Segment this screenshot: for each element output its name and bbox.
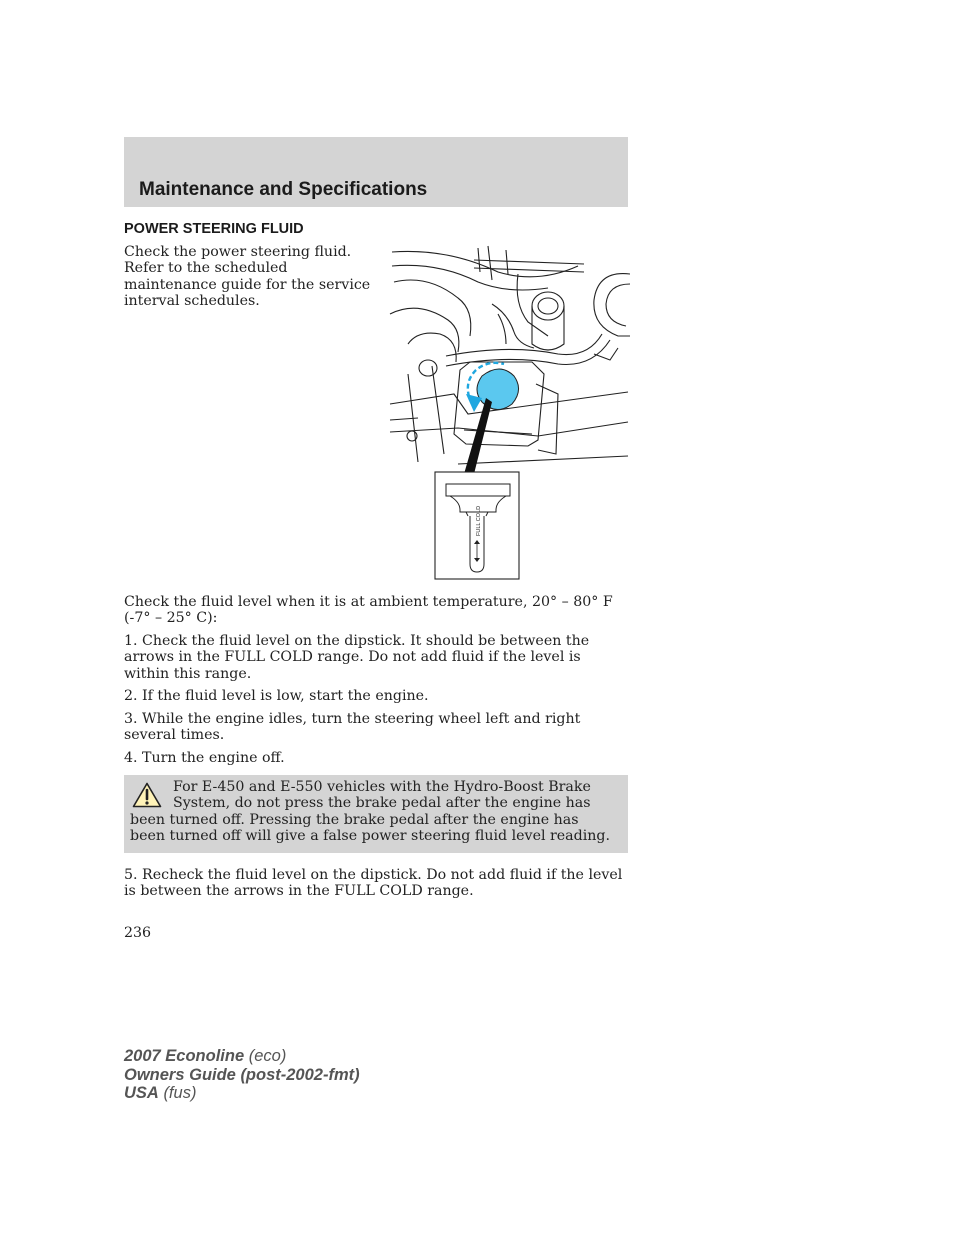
footer-market-code: (fus): [163, 1084, 197, 1102]
footer-model: 2007 Econoline: [124, 1047, 245, 1065]
section-heading: POWER STEERING FLUID: [124, 221, 304, 237]
section-header-band: [124, 137, 628, 207]
step-1: 1. Check the fluid level on the dipstick. It should be between the arrows in the FULL COLD range. Do not add fluid if the level is within this range.: [124, 633, 590, 682]
temperature-paragraph: Check the fluid level when it is at ambient temperature, 20° – 80° F (-7° – 25° C):: [124, 594, 613, 627]
footer-market: USA: [124, 1084, 159, 1102]
power-steering-reservoir-illustration: [388, 244, 630, 584]
warning-box: [124, 775, 628, 853]
document-footer: [124, 1047, 360, 1103]
dipstick-full-cold-label: FULL COLD: [476, 505, 482, 536]
reservoir-cap: [477, 369, 519, 410]
step-4: 4. Turn the engine off.: [124, 750, 285, 766]
page-title: Maintenance and Specifications: [139, 179, 428, 200]
footer-model-code: (eco): [248, 1047, 287, 1065]
step-5: 5. Recheck the fluid level on the dipstick. Do not add fluid if the level is between the arrows in the FULL COLD range.: [124, 867, 623, 900]
intro-paragraph: Check the power steering fluid. Refer to the scheduled maintenance guide for the service interval schedules.: [124, 244, 371, 310]
step-3: 3. While the engine idles, turn the steering wheel left and right several times.: [124, 711, 581, 744]
page-number: 236: [124, 925, 152, 941]
footer-guide: Owners Guide (post-2002-fmt): [124, 1065, 360, 1084]
warning-text: For E-450 and E-550 vehicles with the Hydro-Boost Brake System, do not press the brake pedal after the engine has been turned off. Pressing the brake pedal after the engine has been turned off will give a false power steering fluid level reading.: [130, 779, 610, 845]
step-2: 2. If the fluid level is low, start the engine.: [124, 688, 429, 704]
